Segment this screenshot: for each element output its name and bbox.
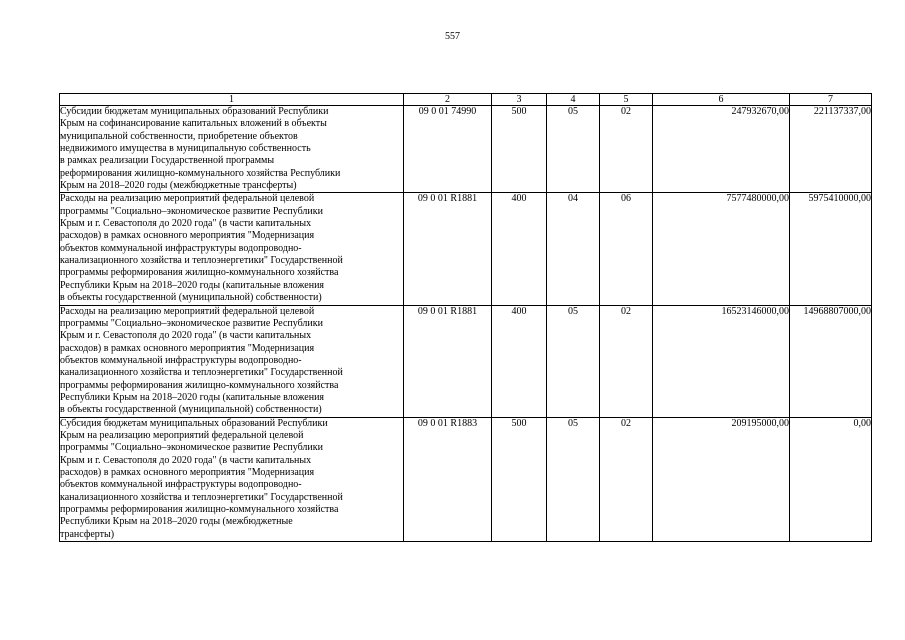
section-code: 05 xyxy=(547,106,600,193)
column-header: 6 xyxy=(653,94,790,106)
column-header: 4 xyxy=(547,94,600,106)
target-article-code: 09 0 01 R1881 xyxy=(404,193,492,305)
row-description: Расходы на реализацию мероприятий федеральной целевой программы "Социально–экономическое развитие Республики Крым и г. Севастополя до 2020 года" (в части капитальных расходов) в рамках основного мероприятия "Модернизация объектов коммунальной инфраструктуры водопроводно- канализационного хозяйства и теплоэнергетики" Государственной программы реформирования жилищно-коммунального хозяйства Республики Крым на 2018–2020 годы (капитальные вложения в объекты государственной (муниципальной) собственности) xyxy=(60,193,404,305)
expense-type-code: 400 xyxy=(492,193,547,305)
amount-col-6: 209195000,00 xyxy=(653,417,790,541)
amount-col-7: 5975410000,00 xyxy=(790,193,872,305)
column-header: 7 xyxy=(790,94,872,106)
page-number: 557 xyxy=(445,31,460,42)
table-row xyxy=(60,193,872,305)
subsection-code: 02 xyxy=(600,417,653,541)
target-article-code: 09 0 01 R1881 xyxy=(404,305,492,417)
column-header: 1 xyxy=(60,94,404,106)
amount-col-7: 221137337,00 xyxy=(790,106,872,193)
target-article-code: 09 0 01 R1883 xyxy=(404,417,492,541)
section-code: 05 xyxy=(547,417,600,541)
subsection-code: 06 xyxy=(600,193,653,305)
budget-table xyxy=(59,93,872,542)
column-header: 5 xyxy=(600,94,653,106)
expense-type-code: 400 xyxy=(492,305,547,417)
column-header: 2 xyxy=(404,94,492,106)
table-header-row xyxy=(60,94,872,106)
amount-col-6: 7577480000,00 xyxy=(653,193,790,305)
section-code: 04 xyxy=(547,193,600,305)
subsection-code: 02 xyxy=(600,305,653,417)
row-description: Расходы на реализацию мероприятий федеральной целевой программы "Социально–экономическое развитие Республики Крым и г. Севастополя до 2020 года" (в части капитальных расходов) в рамках основного мероприятия "Модернизация объектов коммунальной инфраструктуры водопроводно- канализационного хозяйства и теплоэнергетики" Государственной программы реформирования жилищно-коммунального хозяйства Республики Крым на 2018–2020 годы (капитальные вложения в объекты государственной (муниципальной) собственности) xyxy=(60,305,404,417)
expense-type-code: 500 xyxy=(492,106,547,193)
table-row xyxy=(60,417,872,541)
expense-type-code: 500 xyxy=(492,417,547,541)
section-code: 05 xyxy=(547,305,600,417)
table-row xyxy=(60,305,872,417)
amount-col-7: 14968807000,00 xyxy=(790,305,872,417)
amount-col-6: 247932670,00 xyxy=(653,106,790,193)
table-row xyxy=(60,106,872,193)
subsection-code: 02 xyxy=(600,106,653,193)
amount-col-6: 16523146000,00 xyxy=(653,305,790,417)
row-description: Субсидия бюджетам муниципальных образований Республики Крым на реализацию мероприятий федеральной целевой программы "Социально–экономическое развитие Республики Крым и г. Севастополя до 2020 года" (в части капитальных расходов) в рамках основного мероприятия "Модернизация объектов коммунальной инфраструктуры водопроводно- канализационного хозяйства и теплоэнергетики" Государственной программы реформирования жилищно-коммунального хозяйства Республики Крым на 2018–2020 годы (межбюджетные трансферты) xyxy=(60,417,404,541)
amount-col-7: 0,00 xyxy=(790,417,872,541)
row-description: Субсидии бюджетам муниципальных образований Республики Крым на софинансирование капитальных вложений в объекты муниципальной собственности, приобретение объектов недвижимого имущества в муниципальную собственность в рамках реализации Государственной программы реформирования жилищно-коммунального хозяйства Республики Крым на 2018–2020 годы (межбюджетные трансферты) xyxy=(60,106,404,193)
column-header: 3 xyxy=(492,94,547,106)
target-article-code: 09 0 01 74990 xyxy=(404,106,492,193)
